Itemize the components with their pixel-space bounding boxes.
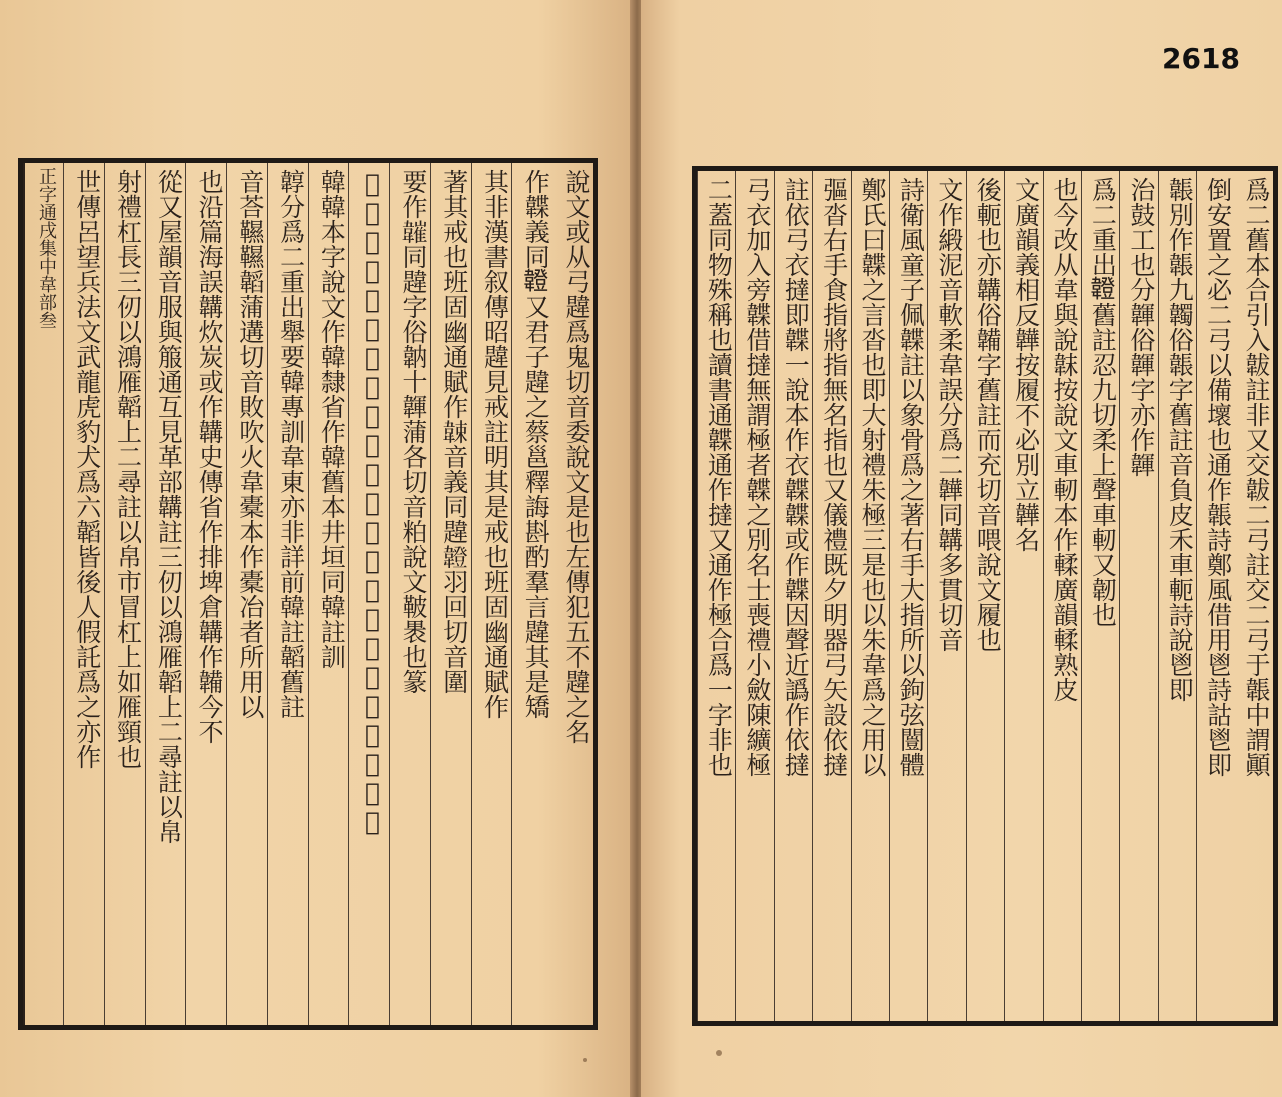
right-text-frame <box>692 166 1278 1026</box>
text-column: 彄沓右手食指將指無名指也又儀禮既夕明器弓矢設依撻 <box>812 171 850 1021</box>
text-column: 作韘義同𩏠又君子韙之蔡邕釋誨斟酌羣言韙其是矯 <box>511 163 552 1025</box>
text-column: 文廣韻義相反韡按履不必別立韡名 <box>1004 171 1042 1021</box>
text-column: 文作緞泥音軟柔韋誤分爲二韡同韝多貫切音 <box>927 171 965 1021</box>
text-column: 二蓋同物殊稱也讀書通韘通作撻又通作極合爲一字非也 <box>697 171 735 1021</box>
margin-radical: 韋部 <box>36 275 57 311</box>
ink-spot <box>716 1050 722 1056</box>
margin-volume: 戌集中 <box>36 221 57 275</box>
text-column: 後軛也亦韝俗韛字舊註而充切音喂說文履也 <box>966 171 1004 1021</box>
text-column: 著其戒也班固幽通賦作𩎯音義同韙𩏠羽回切音圍 <box>430 163 471 1025</box>
text-column: 射禮杠長三仞以鴻雁韜上二尋註以帛市冒杠上如雁頸也 <box>104 163 145 1025</box>
text-column: 鄭氏曰韘之言沓也即大射禮朱極三是也以朱韋爲之用以 <box>851 171 889 1021</box>
text-column: 韕分爲二重出舉要韓專訓韋東亦非詳前韓註韜舊註 <box>267 163 308 1025</box>
text-column: 世傳呂望兵法文武龍虎豹犬爲六韜皆後人假託爲之亦作 <box>63 163 104 1025</box>
left-page <box>0 0 633 1097</box>
text-column: 𩎟𩏘字俗䪏舊註音訓同前韜誤作韣轉與韕同說文分二 <box>348 163 389 1025</box>
text-column: 其非漢書叙傳昭韙見戒註明其是戒也班固幽通賦作 <box>471 163 512 1025</box>
ink-spot <box>583 1058 587 1062</box>
left-text-frame <box>18 158 598 1030</box>
text-column: 韓韓本字說文作韓隸省作韓舊本井垣同韓註訓 <box>308 163 349 1025</box>
text-column: 也沿篇海誤韝炊炭或作韝史傳省作排埤倉韝作韛今不 <box>185 163 226 1025</box>
text-column: 也今改从韋與說韎按說文車軔本作輮廣韻輮熟皮 <box>1043 171 1081 1021</box>
text-column: 弓衣加入旁韘借撻無謂極者韘之別名士喪禮小斂陳纊極 <box>735 171 773 1021</box>
page-number: 2618 <box>1162 42 1240 75</box>
text-column: 註依弓衣撻即韘一說本作衣韘韘或作韘因聲近譌作依撻 <box>774 171 812 1021</box>
margin-title: 正字通 <box>36 167 57 221</box>
text-column: 詩衛風童子佩韘註以象骨爲之著右手大指所以鉤弦闓體 <box>889 171 927 1021</box>
text-column: 韔別作韔九韣俗韔字舊註音負皮禾車軛詩說鬯即 <box>1158 171 1196 1021</box>
text-column: 要作𩏘同韙字俗䪏十韗蒲各切音粕說文鞁褁也篆 <box>389 163 430 1025</box>
text-column: 爲二舊本合引入韍註非又交韍二弓註交二弓于韔中謂顚 <box>1242 177 1271 777</box>
text-column: 治鼓工也分韗俗韗字亦作韗 <box>1119 171 1157 1021</box>
text-column: 說文或从弓韙爲鬼切音委說文是也左傳犯五不韙之名 <box>562 169 591 744</box>
margin-leaf: 叁 <box>36 311 57 329</box>
text-column: 音荅韅韅韜蒲遘切音敗吹火韋橐本作橐冶者所用以 <box>226 163 267 1025</box>
right-page <box>641 0 1282 1097</box>
text-column: 爲二重出𩏠舊註忍九切柔上聲車軔又韌也 <box>1081 171 1119 1021</box>
text-column: 倒安置之必二弓以備壞也通作韔詩鄭風借用鬯詩詁鬯即 <box>1196 171 1234 1021</box>
text-column: 從又屋韻音服與箙通互見革部韝註三仞以鴻雁韜上二尋註以帛 <box>145 163 186 1025</box>
margin-column <box>23 163 63 1025</box>
